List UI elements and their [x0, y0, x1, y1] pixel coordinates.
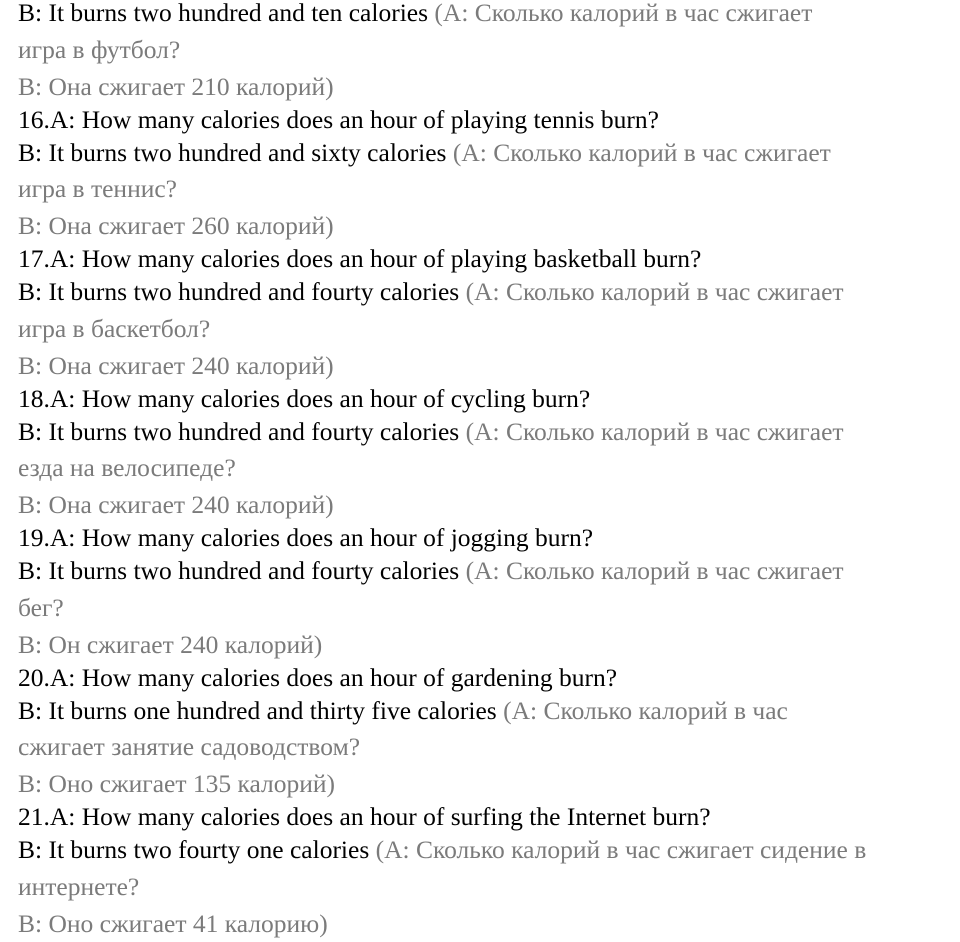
text-line [18, 384, 590, 414]
text-line [18, 909, 328, 939]
translation-text: игра в футбол? [18, 35, 181, 64]
question-text: 17.A: How many calories does an hour of playing basketball burn? [18, 244, 702, 273]
translation-text: сжигает занятие садоводством? [18, 732, 361, 761]
translation-text: B: Она сжигает 210 калорий) [18, 72, 334, 101]
text-line [18, 663, 617, 693]
text-line [18, 556, 844, 586]
question-text: 19.A: How many calories does an hour of jogging burn? [18, 523, 594, 552]
text-line [18, 417, 844, 447]
translation-text: (А: Сколько калорий в час сжигает [465, 556, 844, 585]
question-text: 21.A: How many calories does an hour of surfing the Internet burn? [18, 802, 711, 831]
text-line [18, 802, 711, 832]
text-line [18, 277, 844, 307]
text-line [18, 72, 334, 102]
text-line [18, 105, 659, 135]
english-text: B: It burns two hundred and fourty calories [18, 277, 466, 306]
text-line [18, 314, 210, 344]
text-line [18, 835, 866, 865]
text-line [18, 138, 831, 168]
text-line [18, 35, 180, 65]
text-line [18, 0, 812, 28]
translation-text: игра в баскетбол? [18, 314, 211, 343]
translation-text: (А: Сколько калорий в час сжигает [465, 417, 844, 446]
text-line [18, 593, 64, 623]
question-text: 20.A: How many calories does an hour of gardening burn? [18, 663, 618, 692]
english-text: B: It burns one hundred and thirty five calories [18, 696, 504, 725]
text-line [18, 490, 334, 520]
translation-text: (А: Сколько калорий в час сжигает [452, 138, 831, 167]
text-line [18, 769, 335, 799]
text-line [18, 244, 701, 274]
text-line [18, 174, 177, 204]
question-text: 18.A: How many calories does an hour of cycling burn? [18, 384, 591, 413]
translation-text: (А: Сколько калорий в час сжигает [465, 277, 844, 306]
translation-text: B: Оно сжигает 135 калорий) [18, 769, 336, 798]
english-text: B: It burns two fourty one calories [18, 835, 376, 864]
text-line [18, 696, 788, 726]
text-line [18, 351, 334, 381]
translation-text: (А: Сколько калорий в час [503, 696, 788, 725]
translation-text: (А: Сколько калорий в час сжигает сидение в [375, 835, 867, 864]
text-line [18, 453, 236, 483]
english-text: B: It burns two hundred and fourty calories [18, 556, 466, 585]
translation-text: B: Она сжигает 240 калорий) [18, 351, 334, 380]
english-text: B: It burns two hundred and ten calories [18, 0, 435, 27]
translation-text: езда на велосипеде? [18, 453, 236, 482]
text-line [18, 872, 139, 902]
english-text: B: It burns two hundred and fourty calories [18, 417, 466, 446]
text-line [18, 523, 593, 553]
translation-text: B: Она сжигает 260 калорий) [18, 211, 334, 240]
translation-text: B: Он сжигает 240 калорий) [18, 630, 323, 659]
translation-text: игра в теннис? [18, 174, 178, 203]
text-line [18, 211, 334, 241]
translation-text: B: Оно сжигает 41 калорию) [18, 909, 328, 938]
translation-text: бег? [18, 593, 64, 622]
translation-text: (А: Сколько калорий в час сжигает [434, 0, 813, 27]
text-line [18, 732, 360, 762]
english-text: B: It burns two hundred and sixty calories [18, 138, 453, 167]
translation-text: интернете? [18, 872, 140, 901]
question-text: 16.A: How many calories does an hour of playing tennis burn? [18, 105, 659, 134]
text-line [18, 630, 322, 660]
translation-text: B: Она сжигает 240 калорий) [18, 490, 334, 519]
